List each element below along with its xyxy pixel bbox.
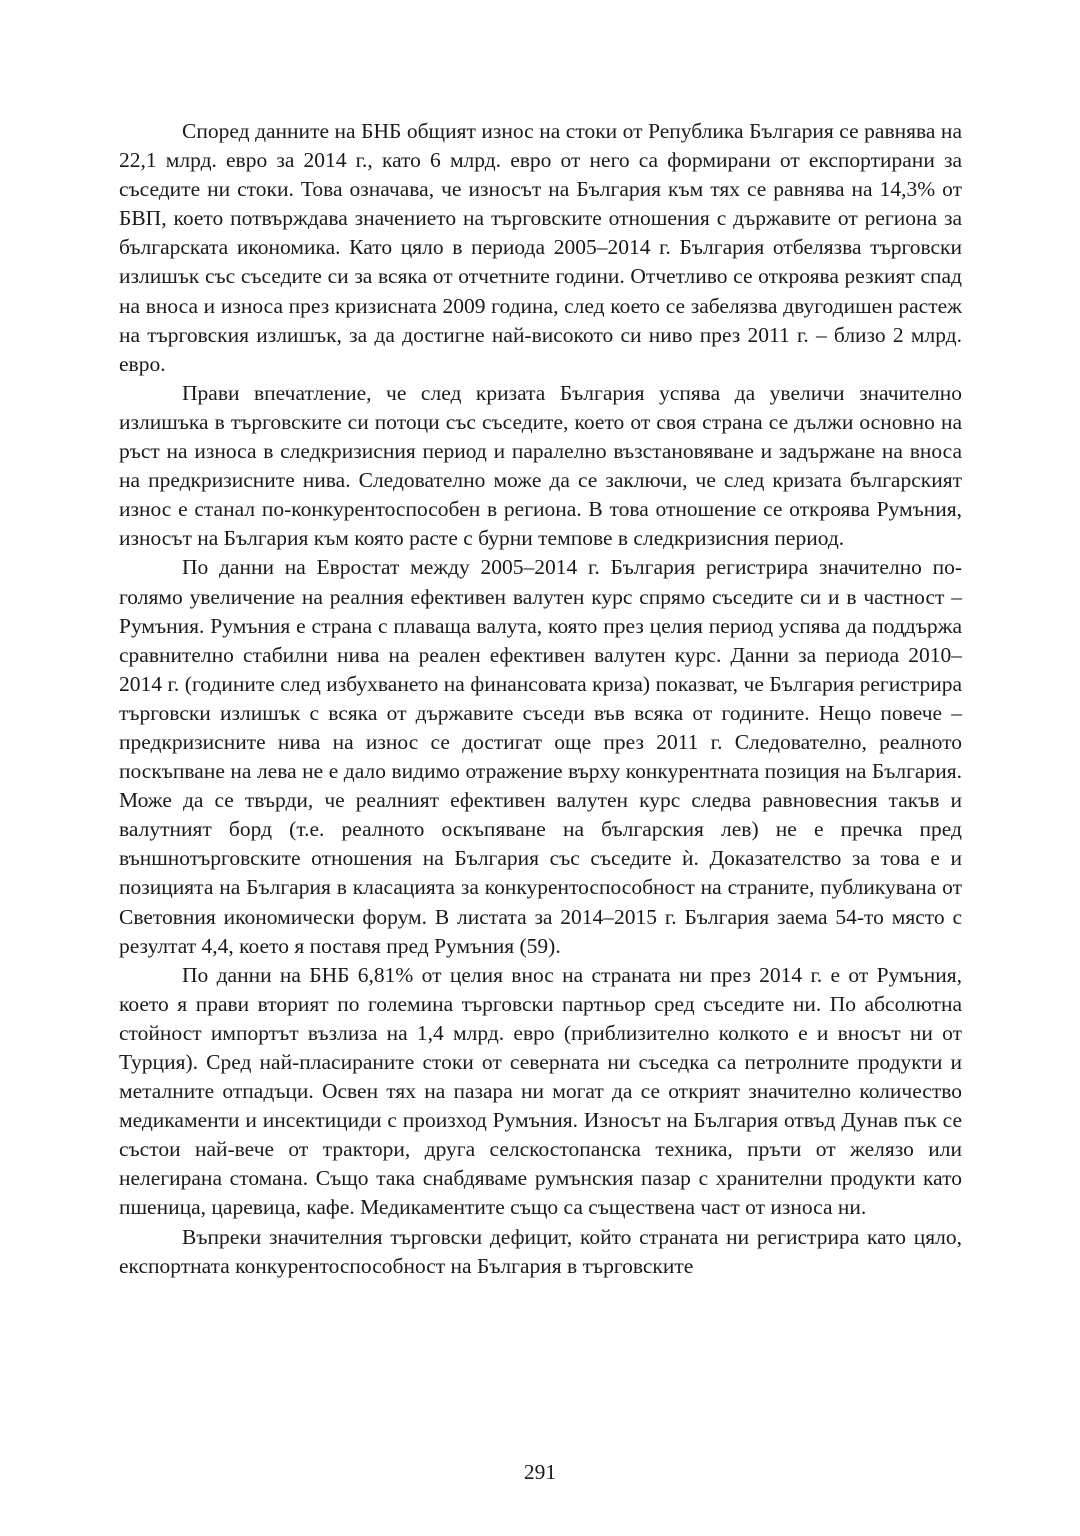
paragraph-4: По данни на БНБ 6,81% от целия внос на страната ни през 2014 г. е от Румъния, което я прави вторият по големина търговски партньор сред съседите ни. По абсолютна стойност импортът възлиза на 1,4 млрд. евро (приблизително колкото е и вносът ни от Турция). Сред най-пласираните стоки от северната ни съседка са петролните продукти и металните отпадъци. Освен тях на пазара ни могат да се открият значително количество медикаменти и инсектициди с произход Румъния. Износът на България отвъд Дунав пък се състои най-вече от трактори, друга селскостопанска техника, пръти от желязо или нелегирана стомана. Също така снабдяваме румънския пазар с хранителни продукти като пшеница, царевица, кафе. Медикаментите също са съществена част от износа ни. bbox=[119, 962, 962, 1220]
page-number: 291 bbox=[523, 1460, 557, 1484]
paragraph-1: Според данните на БНБ общият износ на стоки от Република България се равнява на 22,1 млрд. евро за 2014 г., като 6 млрд. евро от него са формирани от експортирани за съседите ни стоки. Това означава, че износът на България към тях се равнява на 14,3% от БВП, което потвърждава значението на търговските отношения с държавите от региона за българската икономика. Като цяло в периода 2005–2014 г. България отбелязва търговски излишък със съседите си за всяка от отчетните години. Отчетливо се откроява резкият спад на вноса и износа през кризисната 2009 година, след което се забелязва двугодишен растеж на търговския излишък, за да достигне най-високото си ниво през 2011 г. – близо 2 млрд. евро. bbox=[119, 119, 962, 376]
paragraph-2: Прави впечатление, че след кризата България успява да увеличи значително излишъка в търговските си потоци със съседите, което от своя страна се дължи основно на ръст на износа в следкризисния период и паралелно възстановяване и задържане на вноса на предкризисните нива. Следователно може да се заключи, че след кризата българският износ е станал по-конкурентоспособен в региона. В това отношение се откроява Румъния, износът на България към която расте с бурни темпове в следкризисния период. bbox=[119, 380, 962, 551]
paragraph-3: По данни на Евростат между 2005–2014 г. България регистрира значително по-голямо увеличение на реалния ефективен валутен курс спрямо съседите си и в частност – Румъния. Румъния е страна с плаваща валута, която през целия период успява да поддържа сравнително стабилни нива на реален ефективен валутен курс. Данни за периода 2010–2014 г. (годините след избухването на финансовата криза) показват, че България регистрира търговски излишък с всяка от държавите съседи във всяка от годините. Нещо повече – предкризисните нива на износ се достигат още през 2011 г. Следователно, реалното поскъпване на лева не е дало видимо отражение върху конкурентната позиция на България. Може да се твърди, че реалният ефективен валутен курс следва равновесния такъв и валутният борд (т.е. реалното оскъпяване на българския лев) не е пречка пред външнотърговските отношения на България със съседите ѝ. Доказателство за това е и позицията на България в класацията за конкурентоспособност на страните, публикувана от Световния икономически форум. В листата за 2014–2015 г. България заема 54-то място с резултат 4,4, което я поставя пред Румъния (59). bbox=[119, 555, 962, 958]
paragraph-5: Въпреки значителния търговски дефицит, който страната ни регистрира като цяло, експортната конкурентоспособност на България в търговските bbox=[119, 1224, 962, 1278]
body-text bbox=[119, 117, 962, 1281]
